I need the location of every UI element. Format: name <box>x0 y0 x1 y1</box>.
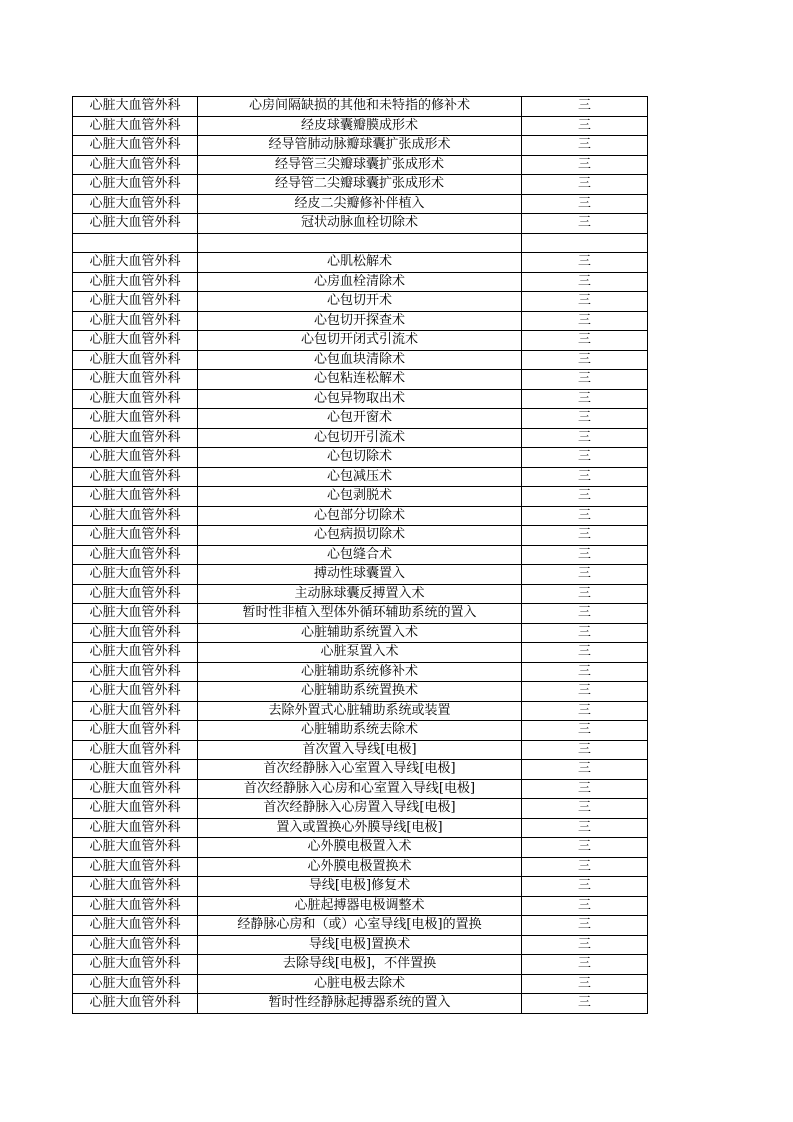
department-cell: 心脏大血管外科 <box>73 253 198 273</box>
grade-cell: 三 <box>522 857 648 877</box>
procedure-cell: 心包病损切除术 <box>198 526 522 546</box>
department-cell: 心脏大血管外科 <box>73 974 198 994</box>
procedure-cell: 心脏起搏器电极调整术 <box>198 896 522 916</box>
department-cell: 心脏大血管外科 <box>73 994 198 1014</box>
procedure-cell: 心脏辅助系统修补术 <box>198 662 522 682</box>
department-cell: 心脏大血管外科 <box>73 97 198 117</box>
department-cell: 心脏大血管外科 <box>73 136 198 156</box>
procedure-cell: 心包切除术 <box>198 448 522 468</box>
department-cell <box>73 233 198 253</box>
table-row <box>73 155 648 175</box>
grade-cell: 三 <box>522 409 648 429</box>
grade-cell: 三 <box>522 272 648 292</box>
procedure-cell: 首次经静脉入心房和心室置入导线[电极] <box>198 779 522 799</box>
table-row <box>73 233 648 253</box>
table-row <box>73 214 648 234</box>
grade-cell: 三 <box>522 838 648 858</box>
procedure-cell <box>198 233 522 253</box>
table-row <box>73 662 648 682</box>
table-row <box>73 643 648 663</box>
procedure-cell: 心包部分切除术 <box>198 506 522 526</box>
procedure-table-body <box>73 97 648 1014</box>
grade-cell: 三 <box>522 643 648 663</box>
procedure-cell: 心包剥脱术 <box>198 487 522 507</box>
grade-cell: 三 <box>522 701 648 721</box>
procedure-cell: 导线[电极]置换术 <box>198 935 522 955</box>
table-row <box>73 701 648 721</box>
procedure-cell: 心脏辅助系统置换术 <box>198 682 522 702</box>
grade-cell: 三 <box>522 565 648 585</box>
grade-cell: 三 <box>522 467 648 487</box>
procedure-cell: 首次经静脉入心房置入导线[电极] <box>198 799 522 819</box>
table-row <box>73 467 648 487</box>
department-cell: 心脏大血管外科 <box>73 721 198 741</box>
procedure-cell: 心包开窗术 <box>198 409 522 429</box>
grade-cell: 三 <box>522 214 648 234</box>
department-cell: 心脏大血管外科 <box>73 467 198 487</box>
grade-cell: 三 <box>522 428 648 448</box>
grade-cell: 三 <box>522 818 648 838</box>
department-cell: 心脏大血管外科 <box>73 935 198 955</box>
table-row <box>73 740 648 760</box>
procedure-cell: 首次经静脉入心室置入导线[电极] <box>198 760 522 780</box>
table-row <box>73 584 648 604</box>
department-cell: 心脏大血管外科 <box>73 565 198 585</box>
procedure-cell: 搏动性球囊置入 <box>198 565 522 585</box>
table-row <box>73 857 648 877</box>
table-row <box>73 994 648 1014</box>
department-cell: 心脏大血管外科 <box>73 526 198 546</box>
table-row <box>73 136 648 156</box>
grade-cell: 三 <box>522 935 648 955</box>
table-row <box>73 604 648 624</box>
table-row <box>73 311 648 331</box>
department-cell: 心脏大血管外科 <box>73 799 198 819</box>
department-cell: 心脏大血管外科 <box>73 214 198 234</box>
table-row <box>73 331 648 351</box>
department-cell: 心脏大血管外科 <box>73 604 198 624</box>
procedure-cell: 心脏辅助系统去除术 <box>198 721 522 741</box>
table-row <box>73 896 648 916</box>
department-cell: 心脏大血管外科 <box>73 818 198 838</box>
grade-cell: 三 <box>522 779 648 799</box>
grade-cell: 三 <box>522 877 648 897</box>
department-cell: 心脏大血管外科 <box>73 545 198 565</box>
grade-cell: 三 <box>522 682 648 702</box>
department-cell: 心脏大血管外科 <box>73 740 198 760</box>
grade-cell: 三 <box>522 526 648 546</box>
department-cell: 心脏大血管外科 <box>73 311 198 331</box>
procedure-cell: 心房血栓清除术 <box>198 272 522 292</box>
table-row <box>73 526 648 546</box>
table-row <box>73 409 648 429</box>
department-cell: 心脏大血管外科 <box>73 857 198 877</box>
department-cell: 心脏大血管外科 <box>73 643 198 663</box>
grade-cell: 三 <box>522 545 648 565</box>
department-cell: 心脏大血管外科 <box>73 331 198 351</box>
table-row <box>73 253 648 273</box>
procedure-cell: 心包切开术 <box>198 292 522 312</box>
procedure-cell: 首次置入导线[电极] <box>198 740 522 760</box>
table-row <box>73 292 648 312</box>
department-cell: 心脏大血管外科 <box>73 116 198 136</box>
table-row <box>73 916 648 936</box>
department-cell: 心脏大血管外科 <box>73 662 198 682</box>
table-row <box>73 389 648 409</box>
table-row <box>73 175 648 195</box>
procedure-cell: 心包切开引流术 <box>198 428 522 448</box>
grade-cell: 三 <box>522 136 648 156</box>
table-row <box>73 838 648 858</box>
department-cell: 心脏大血管外科 <box>73 428 198 448</box>
department-cell: 心脏大血管外科 <box>73 896 198 916</box>
department-cell: 心脏大血管外科 <box>73 409 198 429</box>
procedure-cell: 导线[电极]修复术 <box>198 877 522 897</box>
grade-cell: 三 <box>522 448 648 468</box>
procedure-cell: 心房间隔缺损的其他和未特指的修补术 <box>198 97 522 117</box>
department-cell: 心脏大血管外科 <box>73 155 198 175</box>
procedure-cell: 主动脉球囊反搏置入术 <box>198 584 522 604</box>
grade-cell: 三 <box>522 116 648 136</box>
procedure-cell: 暂时性经静脉起搏器系统的置入 <box>198 994 522 1014</box>
grade-cell: 三 <box>522 740 648 760</box>
grade-cell: 三 <box>522 799 648 819</box>
procedure-cell: 心包缝合术 <box>198 545 522 565</box>
procedure-cell: 心包切开闭式引流术 <box>198 331 522 351</box>
table-row <box>73 682 648 702</box>
procedure-cell: 置入或置换心外膜导线[电极] <box>198 818 522 838</box>
grade-cell: 三 <box>522 623 648 643</box>
department-cell: 心脏大血管外科 <box>73 350 198 370</box>
grade-cell: 三 <box>522 292 648 312</box>
procedure-cell: 心包粘连松解术 <box>198 370 522 390</box>
grade-cell: 三 <box>522 311 648 331</box>
department-cell: 心脏大血管外科 <box>73 389 198 409</box>
procedure-table <box>72 96 648 1014</box>
grade-cell: 三 <box>522 487 648 507</box>
table-row <box>73 272 648 292</box>
department-cell: 心脏大血管外科 <box>73 682 198 702</box>
department-cell: 心脏大血管外科 <box>73 487 198 507</box>
grade-cell: 三 <box>522 331 648 351</box>
grade-cell: 三 <box>522 175 648 195</box>
procedure-cell: 心外膜电极置换术 <box>198 857 522 877</box>
department-cell: 心脏大血管外科 <box>73 584 198 604</box>
table-row <box>73 818 648 838</box>
procedure-cell: 去除导线[电极]，不伴置换 <box>198 955 522 975</box>
table-row <box>73 955 648 975</box>
grade-cell: 三 <box>522 584 648 604</box>
grade-cell: 三 <box>522 955 648 975</box>
department-cell: 心脏大血管外科 <box>73 370 198 390</box>
department-cell: 心脏大血管外科 <box>73 877 198 897</box>
table-row <box>73 799 648 819</box>
table-row <box>73 97 648 117</box>
grade-cell: 三 <box>522 760 648 780</box>
grade-cell: 三 <box>522 721 648 741</box>
grade-cell: 三 <box>522 97 648 117</box>
procedure-cell: 心脏电极去除术 <box>198 974 522 994</box>
table-row <box>73 760 648 780</box>
procedure-cell: 心包血块清除术 <box>198 350 522 370</box>
grade-cell: 三 <box>522 662 648 682</box>
table-row <box>73 428 648 448</box>
grade-cell: 三 <box>522 604 648 624</box>
table-row <box>73 194 648 214</box>
procedure-cell: 心脏泵置入术 <box>198 643 522 663</box>
department-cell: 心脏大血管外科 <box>73 272 198 292</box>
procedure-cell: 经导管二尖瓣球囊扩张成形术 <box>198 175 522 195</box>
procedure-cell: 经导管三尖瓣球囊扩张成形术 <box>198 155 522 175</box>
procedure-cell: 冠状动脉血栓切除术 <box>198 214 522 234</box>
table-row <box>73 779 648 799</box>
grade-cell: 三 <box>522 253 648 273</box>
procedure-cell: 去除外置式心脏辅助系统或装置 <box>198 701 522 721</box>
procedure-cell: 经皮二尖瓣修补伴植入 <box>198 194 522 214</box>
procedure-cell: 心外膜电极置入术 <box>198 838 522 858</box>
table-row <box>73 565 648 585</box>
procedure-cell: 心肌松解术 <box>198 253 522 273</box>
grade-cell: 三 <box>522 916 648 936</box>
table-row <box>73 487 648 507</box>
table-row <box>73 448 648 468</box>
grade-cell: 三 <box>522 370 648 390</box>
grade-cell: 三 <box>522 506 648 526</box>
table-row <box>73 370 648 390</box>
table-row <box>73 877 648 897</box>
table-row <box>73 506 648 526</box>
department-cell: 心脏大血管外科 <box>73 955 198 975</box>
table-row <box>73 623 648 643</box>
department-cell: 心脏大血管外科 <box>73 838 198 858</box>
department-cell: 心脏大血管外科 <box>73 916 198 936</box>
table-row <box>73 721 648 741</box>
procedure-cell: 经静脉心房和（或）心室导线[电极]的置换 <box>198 916 522 936</box>
department-cell: 心脏大血管外科 <box>73 506 198 526</box>
department-cell: 心脏大血管外科 <box>73 623 198 643</box>
grade-cell: 三 <box>522 350 648 370</box>
department-cell: 心脏大血管外科 <box>73 448 198 468</box>
procedure-cell: 心包异物取出术 <box>198 389 522 409</box>
table-row <box>73 350 648 370</box>
table-row <box>73 974 648 994</box>
table-row <box>73 116 648 136</box>
procedure-cell: 心包减压术 <box>198 467 522 487</box>
department-cell: 心脏大血管外科 <box>73 292 198 312</box>
grade-cell: 三 <box>522 155 648 175</box>
grade-cell: 三 <box>522 974 648 994</box>
procedure-cell: 经导管肺动脉瓣球囊扩张成形术 <box>198 136 522 156</box>
grade-cell: 三 <box>522 896 648 916</box>
grade-cell: 三 <box>522 194 648 214</box>
grade-cell: 三 <box>522 389 648 409</box>
grade-cell <box>522 233 648 253</box>
department-cell: 心脏大血管外科 <box>73 194 198 214</box>
department-cell: 心脏大血管外科 <box>73 701 198 721</box>
grade-cell: 三 <box>522 994 648 1014</box>
department-cell: 心脏大血管外科 <box>73 175 198 195</box>
department-cell: 心脏大血管外科 <box>73 779 198 799</box>
table-row <box>73 545 648 565</box>
table-row <box>73 935 648 955</box>
procedure-cell: 心包切开探查术 <box>198 311 522 331</box>
procedure-cell: 经皮球囊瓣膜成形术 <box>198 116 522 136</box>
procedure-cell: 暂时性非植入型体外循环辅助系统的置入 <box>198 604 522 624</box>
department-cell: 心脏大血管外科 <box>73 760 198 780</box>
procedure-cell: 心脏辅助系统置入术 <box>198 623 522 643</box>
